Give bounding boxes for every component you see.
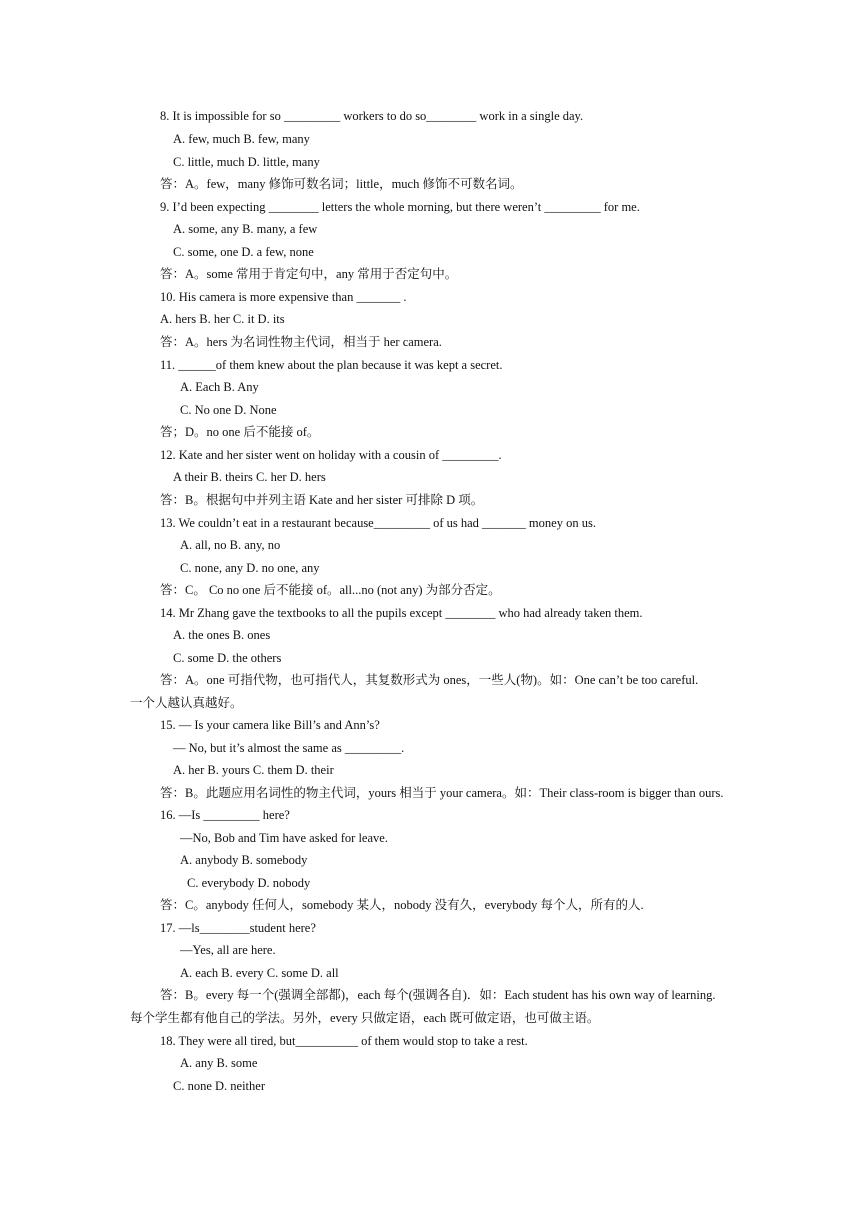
text-line: —No, Bob and Tim have asked for leave. — [180, 831, 388, 845]
text-line: 答：A。some 常用于肯定句中，any 常用于否定句中。 — [160, 267, 458, 281]
text-line: 答：B。every 每一个(强调全部都)，each 每个(强调各自)．如：Each student has his own way of learning. — [160, 988, 716, 1002]
text-line: 11. ______of them knew about the plan because it was kept a secret. — [160, 358, 503, 372]
text-line: 答：C。anybody 任何人，somebody 某人，nobody 没有久，everybody 每个人，所有的人. — [160, 898, 644, 912]
text-line: C. some, one D. a few, none — [173, 245, 314, 259]
text-line: 答：A。one 可指代物，也可指代人，其复数形式为 ones，一些人(物)。如：One can’t be too careful. — [160, 673, 699, 687]
text-line: 答：B。根据句中并列主语 Kate and her sister 可排除 D 项。 — [160, 493, 484, 507]
text-line: 17. —ls________student here? — [160, 921, 316, 935]
text-line: 14. Mr Zhang gave the textbooks to all the pupils except ________ who had already taken them. — [160, 606, 643, 620]
text-line: C. none D. neither — [173, 1079, 265, 1093]
text-line: 12. Kate and her sister went on holiday with a cousin of _________. — [160, 448, 502, 462]
text-line: C. No one D. None — [180, 403, 277, 417]
text-line: 每个学生都有他自己的学法。另外，every 只做定语，each 既可做定语，也可做主语。 — [130, 1011, 600, 1025]
text-line: 10. His camera is more expensive than _______ . — [160, 290, 407, 304]
text-line: — No, but it’s almost the same as _________. — [173, 741, 405, 755]
text-line: 答：A。hers 为名词性物主代词，相当于 her camera. — [160, 335, 442, 349]
text-line: C. some D. the others — [173, 651, 282, 665]
text-line: 答：A。few，many 修饰可数名词；little，much 修饰不可数名词。 — [160, 177, 523, 191]
text-line: 15. — Is your camera like Bill’s and Ann’s? — [160, 718, 380, 732]
text-line: —Yes, all are here. — [180, 943, 276, 957]
text-line: 8. It is impossible for so _________ workers to do so________ work in a single day. — [160, 109, 584, 123]
text-line: 一个人越认真越好。 — [130, 696, 243, 710]
text-line: A. few, much B. few, many — [173, 132, 310, 146]
text-line: 9. I’d been expecting ________ letters the whole morning, but there weren’t _________ for me. — [160, 200, 640, 214]
text-line: 16. —Is _________ here? — [160, 808, 290, 822]
text-line: A. each B. every C. some D. all — [180, 966, 339, 980]
text-line: 13. We couldn’t eat in a restaurant because_________ of us had _______ money on us. — [160, 516, 596, 530]
text-line: C. none, any D. no one, any — [180, 561, 320, 575]
text-line: A. Each B. Any — [180, 380, 259, 394]
text-line: 答；D。no one 后不能接 of。 — [160, 425, 320, 439]
text-line: 18. They were all tired, but__________ of them would stop to take a rest. — [160, 1034, 528, 1048]
text-line: A. any B. some — [180, 1056, 258, 1070]
text-line: C. everybody D. nobody — [187, 876, 311, 890]
text-line: A. her B. yours C. them D. their — [173, 763, 334, 777]
text-line: A. all, no B. any, no — [180, 538, 281, 552]
text-line: C. little, much D. little, many — [173, 155, 320, 169]
text-line: A their B. theirs C. her D. hers — [173, 470, 326, 484]
text-line: A. the ones B. ones — [173, 628, 271, 642]
text-line: 答：B。此题应用名词性的物主代词，yours 相当于 your camera。如：Their class-room is bigger than ours. — [160, 786, 724, 800]
text-line: A. hers B. her C. it D. its — [160, 312, 285, 326]
text-line: A. anybody B. somebody — [180, 853, 308, 867]
text-line: 答：C。 Co no one 后不能接 of。all...no (not any) 为部分否定。 — [160, 583, 501, 597]
text-line: A. some, any B. many, a few — [173, 222, 318, 236]
